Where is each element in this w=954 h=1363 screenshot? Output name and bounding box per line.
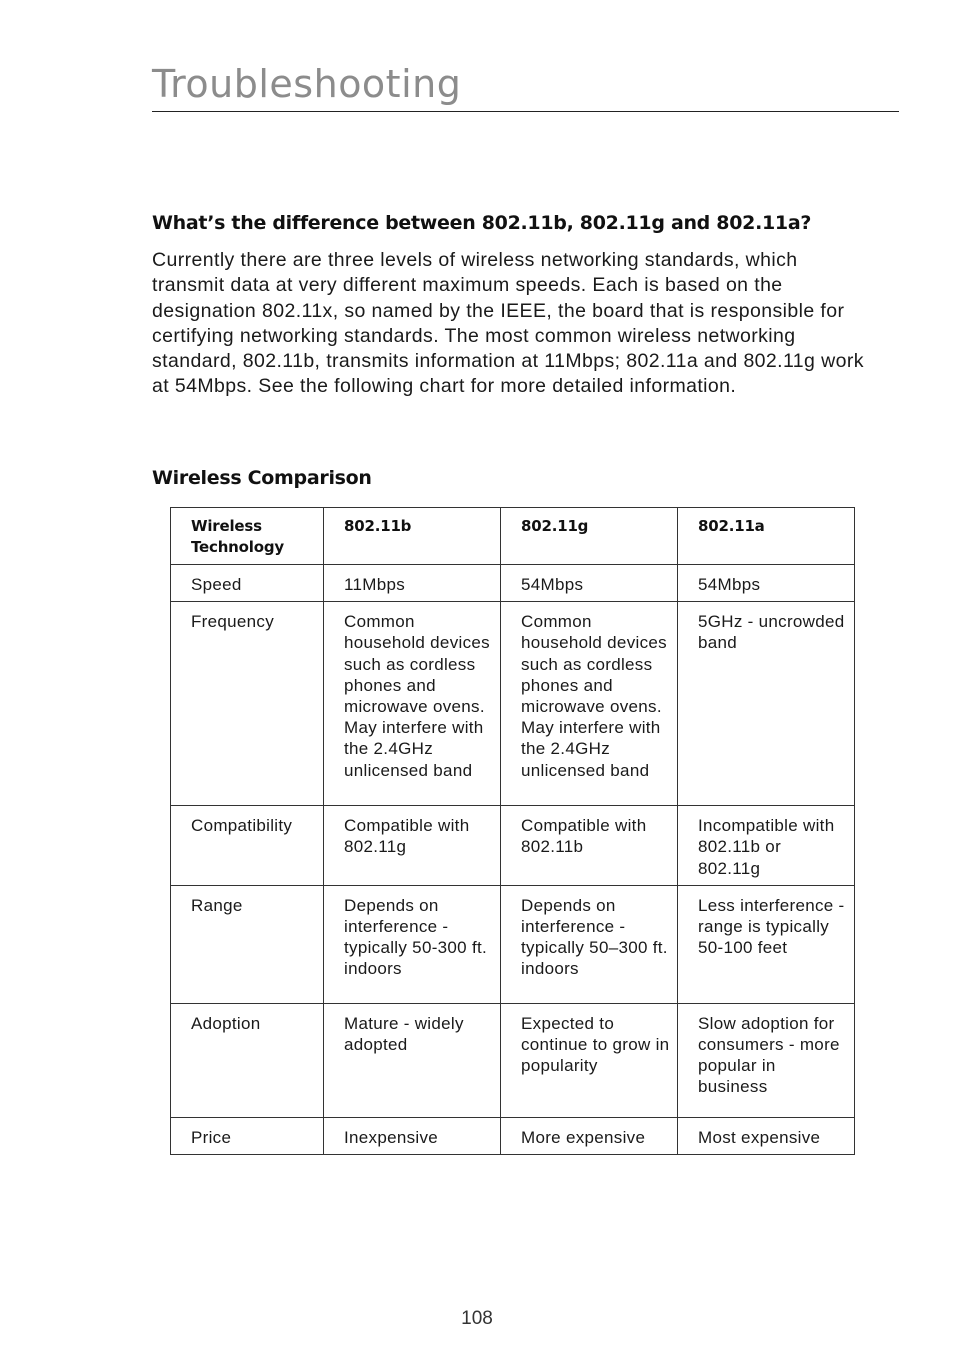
table-row-adoption: [171, 1003, 855, 1117]
table-row-compatibility: [171, 806, 855, 886]
cell-802-11a: 5GHz - uncrowded band: [678, 602, 855, 806]
table-row-frequency: [171, 602, 855, 806]
table-heading: Wireless Comparison: [152, 467, 372, 489]
cell-802-11b: 11Mbps: [324, 565, 501, 602]
question-heading: What’s the difference between 802.11b, 802.11g and 802.11a?: [152, 212, 812, 234]
column-header-802-11g: 802.11g: [501, 508, 678, 565]
row-label: Price: [171, 1117, 324, 1154]
column-header-technology: Wireless Technology: [171, 508, 324, 565]
cell-802-11g: 54Mbps: [501, 565, 678, 602]
header-divider: [152, 111, 899, 112]
table-header-row: [171, 508, 855, 565]
row-label: Range: [171, 885, 324, 1003]
cell-802-11g: Expected to continue to grow in popularity: [501, 1003, 678, 1117]
cell-802-11a: Incompatible with 802.11b or 802.11g: [678, 806, 855, 886]
row-label: Frequency: [171, 602, 324, 806]
row-label: Adoption: [171, 1003, 324, 1117]
table-row-range: [171, 885, 855, 1003]
cell-802-11g: Depends on interference - typically 50–300 ft. indoors: [501, 885, 678, 1003]
cell-802-11b: Common household devices such as cordless phones and microwave ovens. May interfere with the 2.4GHz unlicensed band: [324, 602, 501, 806]
cell-802-11b: Mature - widely adopted: [324, 1003, 501, 1117]
cell-802-11b: Compatible with 802.11g: [324, 806, 501, 886]
cell-802-11a: Less interference - range is typically 50-100 feet: [678, 885, 855, 1003]
table-row-price: [171, 1117, 855, 1154]
row-label: Speed: [171, 565, 324, 602]
cell-802-11a: Slow adoption for consumers - more popular in business: [678, 1003, 855, 1117]
column-header-802-11b: 802.11b: [324, 508, 501, 565]
column-header-802-11a: 802.11a: [678, 508, 855, 565]
cell-802-11g: Compatible with 802.11b: [501, 806, 678, 886]
cell-802-11b: Inexpensive: [324, 1117, 501, 1154]
cell-802-11g: More expensive: [501, 1117, 678, 1154]
cell-802-11a: 54Mbps: [678, 565, 855, 602]
cell-802-11g: Common household devices such as cordless phones and microwave ovens. May interfere with the 2.4GHz unlicensed band: [501, 602, 678, 806]
cell-802-11b: Depends on interference - typically 50-300 ft. indoors: [324, 885, 501, 1003]
question-body: Currently there are three levels of wireless networking standards, which transmit data at very different maximum speeds. Each is based on the designation 802.11x, so named by the IEEE, the board that is responsible for certifying networking standards. The most common wireless networking standard, 802.11b, transmits information at 11Mbps; 802.11a and 802.11g work at 54Mbps. See the following chart for more detailed information.: [152, 249, 864, 398]
page-header-title: Troubleshooting: [152, 62, 462, 106]
wireless-comparison-table: [170, 507, 855, 1155]
row-label: Compatibility: [171, 806, 324, 886]
cell-802-11a: Most expensive: [678, 1117, 855, 1154]
table-row-speed: [171, 565, 855, 602]
page-number: 108: [461, 1308, 493, 1329]
